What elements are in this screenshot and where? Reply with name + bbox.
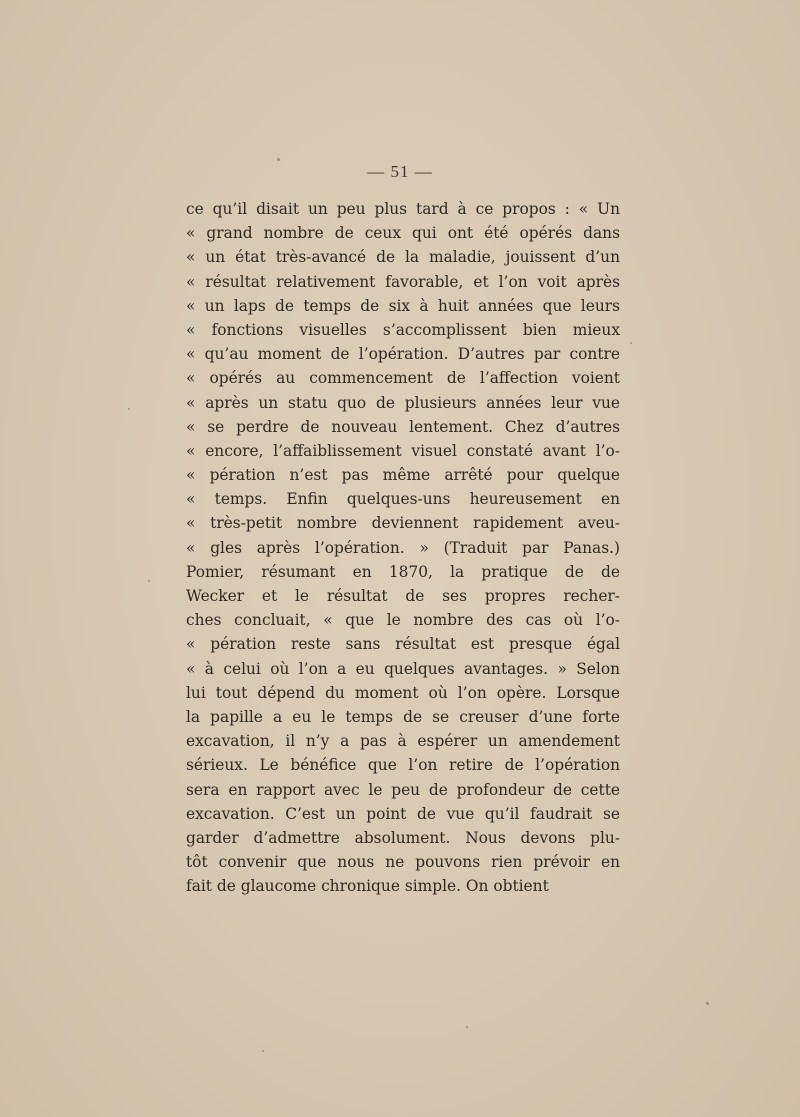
text-line: Wecker et le résultat de ses propres recher- <box>186 587 620 605</box>
text-line: ches concluait, « que le nombre des cas où l’o- <box>186 611 620 630</box>
paper-speck <box>128 408 130 410</box>
text-line: fait de glaucome chronique simple. On obtient <box>186 877 549 896</box>
text-line: « un laps de temps de six à huit années que leurs <box>186 296 620 315</box>
text-line: « temps. Enfin quelques-uns heureusement en <box>186 490 620 509</box>
text-line: « résultat relativement favorable, et l’on voit après <box>186 272 620 291</box>
text-line: garder d’admettre absolument. Nous devons plu- <box>186 828 620 847</box>
text-line: « un état très-avancé de la maladie, jouissent d’un <box>186 248 620 267</box>
paper-speck <box>706 1002 709 1005</box>
page-number: — 51 — <box>367 162 433 181</box>
text-line: « fonctions visuelles s’accomplissent bien mieux <box>186 320 620 339</box>
text-line: « à celui où l’on a eu quelques avantages. » Selon <box>186 659 620 678</box>
text-line: « pération reste sans résultat est presque égal <box>186 635 620 654</box>
text-line: lui tout dépend du moment où l’on opère. Lorsque <box>186 683 620 702</box>
text-line: Pomier, résumant en 1870, la pratique de de <box>186 562 620 581</box>
paper-speck <box>262 1050 264 1052</box>
text-line: excavation, il n’y a pas à espérer un amendement <box>186 732 620 751</box>
text-line: ce qu’il disait un peu plus tard à ce propos : « Un <box>186 200 620 218</box>
paper-speck <box>277 158 280 161</box>
text-line: sera en rapport avec le peu de profondeur de cette <box>186 780 620 799</box>
text-line: « gles après l’opération. » (Traduit par Panas.) <box>186 538 620 557</box>
body-text <box>186 197 620 898</box>
text-line: « opérés au commencement de l’affection voient <box>186 369 620 388</box>
paper-speck <box>148 580 150 582</box>
paper-speck <box>466 1026 468 1028</box>
text-line: « qu’au moment de l’opération. D’autres par contre <box>186 345 620 364</box>
text-line: « encore, l’affaiblissement visuel constaté avant l’o- <box>186 441 620 460</box>
text-line: la papille a eu le temps de se creuser d’une forte <box>186 707 620 726</box>
paper-speck <box>630 342 632 344</box>
text-line: « se perdre de nouveau lentement. Chez d’autres <box>186 417 620 436</box>
text-line: « pération n’est pas même arrêté pour quelque <box>186 466 620 485</box>
text-line: « après un statu quo de plusieurs années leur vue <box>186 393 620 412</box>
text-line: « grand nombre de ceux qui ont été opérés dans <box>186 224 620 243</box>
text-line: tôt convenir que nous ne pouvons rien prévoir en <box>186 853 620 872</box>
text-line: excavation. C’est un point de vue qu’il faudrait se <box>186 804 620 823</box>
text-line: « très-petit nombre deviennent rapidement aveu- <box>186 514 620 533</box>
text-line: sérieux. Le bénéfice que l’on retire de l’opération <box>186 756 620 775</box>
